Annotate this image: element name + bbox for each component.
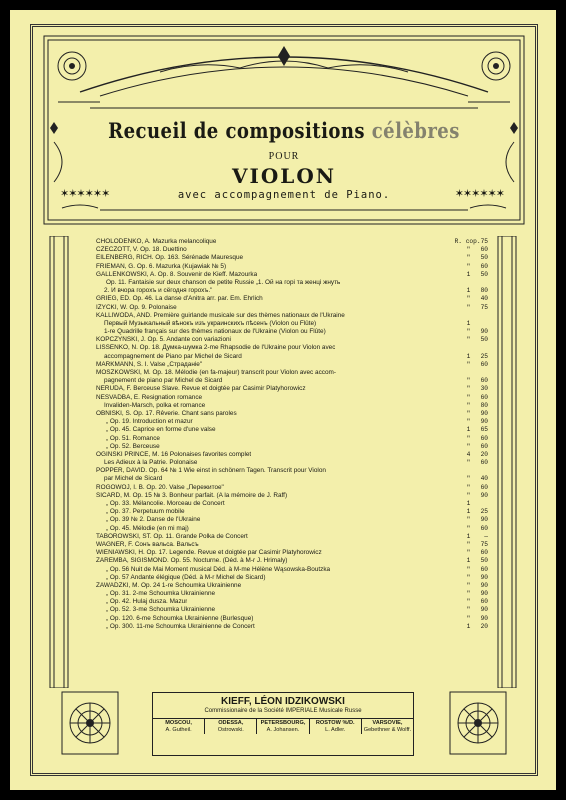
catalog-entry (96, 623, 488, 631)
entry-title: Op. 11. Fantaisie sur deux chanson de petite Russie „1. Ой на горі та женці жнуть (106, 278, 341, 286)
price-kopecks: 90 (480, 606, 488, 614)
entry-title: Первый Музыкальный вѣнокъ изъ украинскихъ пѣсенъ (Violon ou Flûte) (104, 319, 317, 327)
catalog-entry (96, 385, 488, 393)
catalog-entry (96, 377, 488, 385)
left-rosette-ornament (60, 690, 120, 756)
catalog-entry (96, 541, 488, 549)
price-rubles: 1 (466, 426, 471, 434)
entry-price (428, 615, 488, 623)
price-kopecks: 90 (480, 409, 488, 417)
price-rubles: " (466, 409, 471, 417)
entry-title: GRIEG, ED. Op. 46. La danse d'Anitra arr. par. Em. Ehrlich (96, 295, 263, 303)
entry-title: par Michel de Sicard (104, 475, 163, 483)
entry-title: „ Op. 19. Introduction et mazur (106, 418, 193, 426)
catalog-entry (96, 615, 488, 623)
catalog-entry (96, 426, 488, 434)
price-rubles: " (466, 516, 471, 524)
price-kopecks: 40 (480, 295, 488, 303)
title-pour: POUR (268, 151, 300, 162)
entry-price (428, 353, 488, 361)
score-cover (10, 10, 556, 790)
branch-city: ROSTOW %/D. (315, 720, 355, 726)
entry-price (428, 467, 488, 475)
price-rubles: " (466, 573, 471, 581)
entry-title: „ Op. 52. Berceuse (106, 442, 160, 450)
entry-title: „ Op. 120. 6-me Schoumka Ukrainienne (Burlesque) (106, 614, 254, 622)
entry-price (428, 484, 488, 492)
price-rubles: " (466, 401, 471, 409)
entry-title: KOPCZYŃSKI, J. Op. 5. Andante con variazioni (96, 336, 231, 344)
price-kopecks: 90 (480, 516, 488, 524)
catalog-entry (96, 238, 488, 246)
catalog-entry (96, 410, 488, 418)
entry-price (428, 549, 488, 557)
branch-city: MOSCOU, (165, 720, 192, 726)
entry-title: Invaliden-Marsch, polka et romance (104, 401, 206, 409)
price-kopecks: 90 (480, 581, 488, 589)
entry-title: FRIEMAN, G. Op. 6. Mazurka (Kujawiak № 5) (96, 262, 227, 270)
entry-title: 2. И вчора гороxъ и сёгодня горохъ." (104, 287, 213, 295)
price-rubles: " (466, 491, 471, 499)
entry-title: „ Op. 33. Mélancolie. Morceau de Concert (106, 500, 225, 507)
entry-title: GALLENKOWSKI, A. Op. 8. Souvenir de Kieff. Mazourka (96, 270, 258, 278)
entry-price (428, 328, 488, 336)
price-kopecks: 90 (480, 573, 488, 581)
catalog-entry (96, 263, 488, 271)
price-rubles: " (466, 581, 471, 589)
price-kopecks: 80 (480, 401, 488, 409)
entry-price (428, 336, 488, 344)
price-rubles: " (466, 524, 471, 532)
entry-price (428, 287, 488, 295)
price-rubles: 1 (466, 508, 471, 516)
right-rosette-ornament (448, 690, 508, 756)
price-kopecks: cop.75 (465, 238, 488, 245)
price-kopecks: 25 (480, 352, 488, 360)
catalog-entry (96, 566, 488, 574)
price-kopecks: 60 (480, 246, 488, 254)
branch-entry (310, 719, 362, 734)
entry-price (428, 402, 488, 410)
catalog-entry (96, 598, 488, 606)
entry-title: ZAWADZKI, M. Op. 24 1-re Schoumka Ukrainienne (96, 581, 242, 589)
price-rubles: " (466, 475, 471, 483)
entry-title: IŻYCKI, W. Op. 9. Polonaise (96, 303, 177, 311)
price-rubles: " (466, 614, 471, 622)
catalog-entry (96, 451, 488, 459)
catalog-entry (96, 582, 488, 590)
entry-title: WIENIAWSKI, H. Op. 17. Legende. Revue et doigtée par Casimir Platyhorowicz (96, 549, 322, 557)
catalog-entry (96, 295, 488, 303)
entry-price (428, 574, 488, 582)
entry-title: „ Op. 52. 3-me Schoumka Ukrainienne (106, 606, 216, 614)
price-rubles: 1 (466, 319, 471, 327)
catalog-entry (96, 418, 488, 426)
branch-agent: A. Johansen. (266, 727, 300, 733)
entry-price (428, 590, 488, 598)
entry-title: OBNISKI, S. Op. 17. Rêverie. Chant sans paroles (96, 409, 237, 417)
catalog-entry (96, 467, 488, 475)
price-kopecks: 90 (480, 614, 488, 622)
catalog-entry (96, 549, 488, 557)
entry-price (428, 525, 488, 533)
price-kopecks: 25 (480, 508, 488, 516)
catalog-entry (96, 328, 488, 336)
price-kopecks: 65 (480, 426, 488, 434)
price-kopecks: 60 (480, 360, 488, 368)
entry-price (428, 557, 488, 565)
catalog-entry (96, 271, 488, 279)
entry-title: OGIŃSKI PRINCE, M. 16 Polonaises favorites complet (96, 450, 252, 458)
price-rubles: 1 (466, 532, 471, 540)
price-rubles: " (466, 360, 471, 368)
price-kopecks: 60 (480, 459, 488, 467)
price-rubles: 1 (466, 557, 471, 565)
price-kopecks: 75 (480, 540, 488, 548)
catalog-entry (96, 606, 488, 614)
entry-title: MARKMANN, S. I. Valse „Страданіе" (96, 360, 203, 368)
price-kopecks: 50 (480, 336, 488, 344)
entry-price (428, 369, 488, 377)
entry-price (428, 533, 488, 541)
catalog-entry (96, 246, 488, 254)
entry-price (428, 254, 488, 262)
entry-title: „ Op. 39 № 2. Danse de l'Ukraine (106, 516, 201, 524)
price-kopecks: 60 (480, 442, 488, 450)
catalog-entry (96, 369, 488, 377)
catalog-entry (96, 304, 488, 312)
footer-ornament (40, 680, 528, 770)
price-rubles: " (466, 262, 471, 270)
entry-title: SICARD, M. Op. 15 № 3. Bonheur parfait. (A la mémoire de J. Raff) (96, 491, 288, 499)
entry-price (428, 475, 488, 483)
entry-title: „ Op. 31. 2-me Schoumka Ukrainienne (106, 590, 216, 598)
price-rubles: " (466, 549, 471, 557)
entry-title: CZECZOTT, V. Op. 18. Duettino (96, 246, 187, 254)
composition-catalog (96, 238, 488, 678)
entry-price (428, 426, 488, 434)
entry-title: „ Op. 56 Nuit de Mai Moment musical Déd. à M-me Hélène Wąsowska-Boutzka (106, 565, 331, 573)
catalog-entry (96, 475, 488, 483)
price-kopecks: 60 (480, 565, 488, 573)
catalog-entry (96, 557, 488, 565)
price-kopecks: 90 (480, 491, 488, 499)
price-kopecks: 50 (480, 254, 488, 262)
catalog-entry (96, 344, 488, 352)
entry-title: LISSENKO, N. Op. 18. Думка-шумка 2-me Rhapsodie de l'Ukraine pour Violon avec (96, 344, 336, 352)
entry-title: Les Adieux à la Patrie. Polonaise (104, 459, 198, 467)
branch-agent: Gebethner & Wolff. (363, 727, 412, 733)
entry-price (428, 410, 488, 418)
publisher-name: KIEFF, LÉON IDZIKOWSKI (221, 696, 345, 707)
entry-price (428, 516, 488, 524)
price-kopecks: 60 (480, 377, 488, 385)
branch-city: ODESSA, (218, 720, 244, 726)
branch-entry (362, 719, 413, 734)
branch-entry (153, 719, 205, 734)
entry-title: CHOLODENKO, A. Mazurka melancolique (96, 238, 217, 245)
price-rubles: " (466, 590, 471, 598)
price-rubles: " (466, 442, 471, 450)
price-rubles: " (466, 254, 471, 262)
entry-price (428, 344, 488, 352)
entry-price (428, 623, 488, 631)
catalog-entry (96, 287, 488, 295)
price-kopecks: 75 (480, 303, 488, 311)
catalog-entry (96, 320, 488, 328)
entry-price (428, 582, 488, 590)
entry-title: POPPER, DAVID. Op. 64 № 1 Wie einst in schönern Tagen. Transcrit pour Violon (96, 467, 326, 475)
entry-price (428, 361, 488, 369)
entry-title: „ Op. 45. Mélodie (en mi maj) (106, 524, 189, 532)
entry-title: accompagnement de Piano par Michel de Sicard (104, 352, 242, 360)
price-kopecks: 60 (480, 598, 488, 606)
price-rubles: " (466, 565, 471, 573)
price-kopecks: 50 (480, 557, 488, 565)
branch-agent: Ostrowski. (217, 727, 244, 733)
entry-title: 1-re Quadrille français sur des thèmes nationaux de l'Ukraine (Violon ou Flûte) (104, 328, 326, 336)
entry-price (428, 320, 488, 328)
collection-title: Recueil de compositions célèbres (108, 118, 460, 143)
branch-city: PETERSBOURG, (260, 720, 306, 726)
price-rubles: " (466, 540, 471, 548)
price-rubles: " (466, 434, 471, 442)
entry-title: „ Op. 37. Perpetuum mobile (106, 508, 185, 516)
price-rubles: " (466, 336, 471, 344)
price-rubles: 4 (466, 450, 471, 458)
catalog-entry (96, 279, 488, 287)
entry-price (428, 435, 488, 443)
catalog-entry (96, 254, 488, 262)
price-rubles: 1 (466, 287, 471, 295)
price-rubles: " (466, 303, 471, 311)
catalog-entry (96, 484, 488, 492)
entry-title: WAGNER, F. Сонъ вальса. Вальсъ (96, 540, 199, 548)
price-rubles: " (466, 246, 471, 254)
instrument-title: VIOLON (231, 164, 337, 188)
entry-price (428, 246, 488, 254)
price-rubles: " (466, 483, 471, 491)
price-rubles: " (466, 385, 471, 393)
price-kopecks: 60 (480, 524, 488, 532)
entry-price (428, 377, 488, 385)
entry-price (428, 271, 488, 279)
entry-title: MOSZKOWSKI, M. Op. 18. Mélodie (en fa-majeur) transcrit pour Violon avec accom- (96, 369, 336, 376)
catalog-entry (96, 533, 488, 541)
subtitle: avec accompagnement de Piano. (177, 189, 391, 201)
price-kopecks: 90 (480, 418, 488, 426)
price-kopecks: 20 (480, 622, 488, 630)
entry-price (428, 418, 488, 426)
entry-title: EILENBERG, RICH. Op. 163. Sérénade Mauresque (96, 254, 244, 262)
entry-title: „ Op. 57 Andante élégique (Déd. à M-r Michel de Sicard) (106, 573, 266, 581)
price-kopecks: 60 (480, 483, 488, 491)
entry-price (428, 451, 488, 459)
left-pillar-ornament (48, 236, 70, 688)
catalog-entry (96, 459, 488, 467)
entry-price (428, 263, 488, 271)
price-kopecks: 90 (480, 590, 488, 598)
catalog-entry (96, 516, 488, 524)
price-kopecks: 60 (480, 549, 488, 557)
entry-price (428, 312, 488, 320)
price-rubles: 1 (466, 500, 471, 507)
entry-price (428, 508, 488, 516)
publisher-line: Commissionaire de la Société IMPERIALE Musicale Russe (204, 708, 362, 714)
entry-price (428, 385, 488, 393)
entry-price (428, 394, 488, 402)
branch-agent: A. Gutheil. (165, 727, 192, 733)
price-kopecks: 60 (480, 434, 488, 442)
branch-city: VARSOVIE, (372, 720, 403, 726)
entry-price (428, 459, 488, 467)
branch-agent: L. Adler. (325, 727, 346, 733)
catalog-entry (96, 361, 488, 369)
entry-price (428, 443, 488, 451)
entry-title: TABOROWSKI, ST. Op. 11. Grande Polka de Concert (96, 532, 248, 540)
stars-left-ornament: ✶✶✶✶✶✶ (60, 188, 110, 200)
catalog-entry (96, 574, 488, 582)
catalog-entry (96, 508, 488, 516)
price-rubles: " (466, 598, 471, 606)
entry-price (428, 492, 488, 500)
entry-title: NESVADBA, E. Resignation romance (96, 393, 203, 401)
branch-list (153, 718, 413, 734)
entry-price (428, 598, 488, 606)
entry-title: „ Op. 42. Hulaj dusza. Mazur (106, 598, 188, 606)
price-kopecks: 20 (480, 450, 488, 458)
price-kopecks: 30 (480, 385, 488, 393)
catalog-entry (96, 590, 488, 598)
price-rubles: 1 (466, 352, 471, 360)
right-pillar-ornament (496, 236, 518, 688)
price-rubles: " (466, 377, 471, 385)
entry-price (428, 304, 488, 312)
entry-price (428, 541, 488, 549)
entry-price (428, 295, 488, 303)
header-ornament (40, 32, 528, 228)
price-rubles: " (466, 393, 471, 401)
price-rubles: 1 (466, 622, 471, 630)
catalog-entry (96, 443, 488, 451)
entry-title: ZAREMBA, SIGISMOND. Op. 55. Nocturne. (Déd. à M-r J. Hrimaly) (96, 557, 288, 565)
catalog-entry (96, 336, 488, 344)
price-kopecks: 80 (480, 287, 488, 295)
price-rubles: " (466, 606, 471, 614)
entry-title: NERUDA, F. Berceuse Slave. Revue et doigtée par Casimir Platyhorowicz (96, 385, 306, 393)
price-rubles: " (466, 295, 471, 303)
catalog-entry (96, 402, 488, 410)
stars-right-ornament: ✶✶✶✶✶✶ (454, 188, 504, 200)
entry-title: KALLIWODA, AND. Première guirlande musicale sur des thèmes nationaux de l'Ukraine (96, 311, 345, 319)
price-rubles: " (466, 418, 471, 426)
catalog-entry (96, 435, 488, 443)
price-kopecks: — (484, 532, 488, 540)
price-kopecks: 90 (480, 328, 488, 336)
catalog-entry (96, 394, 488, 402)
price-rubles: R. (454, 238, 462, 245)
entry-price (428, 566, 488, 574)
catalog-entry (96, 353, 488, 361)
branch-entry (257, 719, 309, 734)
price-kopecks: 50 (480, 270, 488, 278)
entry-title: „ Op. 45. Caprice en forme d'une valse (106, 426, 216, 434)
price-kopecks: 40 (480, 475, 488, 483)
price-rubles: " (466, 459, 471, 467)
entry-title: „ Op. 300. 11-me Schoumka Ukrainienne de Concert (106, 622, 255, 630)
catalog-entry (96, 312, 488, 320)
entry-price (428, 606, 488, 614)
entry-title: pagnement de piano par Michel de Sicard (104, 377, 223, 385)
publisher-box (152, 692, 414, 756)
catalog-entry (96, 525, 488, 533)
catalog-entry (96, 500, 488, 508)
entry-price (428, 238, 488, 246)
entry-price (428, 500, 488, 508)
entry-price (428, 279, 488, 287)
price-kopecks: 60 (480, 393, 488, 401)
entry-title: ROGOWOJ, I. B. Op. 20. Valse „Пережитое" (96, 483, 224, 491)
price-rubles: 1 (466, 270, 471, 278)
price-rubles: " (466, 328, 471, 336)
entry-title: „ Op. 51. Romance (106, 434, 160, 442)
branch-entry (205, 719, 257, 734)
catalog-entry (96, 492, 488, 500)
price-kopecks: 60 (480, 262, 488, 270)
